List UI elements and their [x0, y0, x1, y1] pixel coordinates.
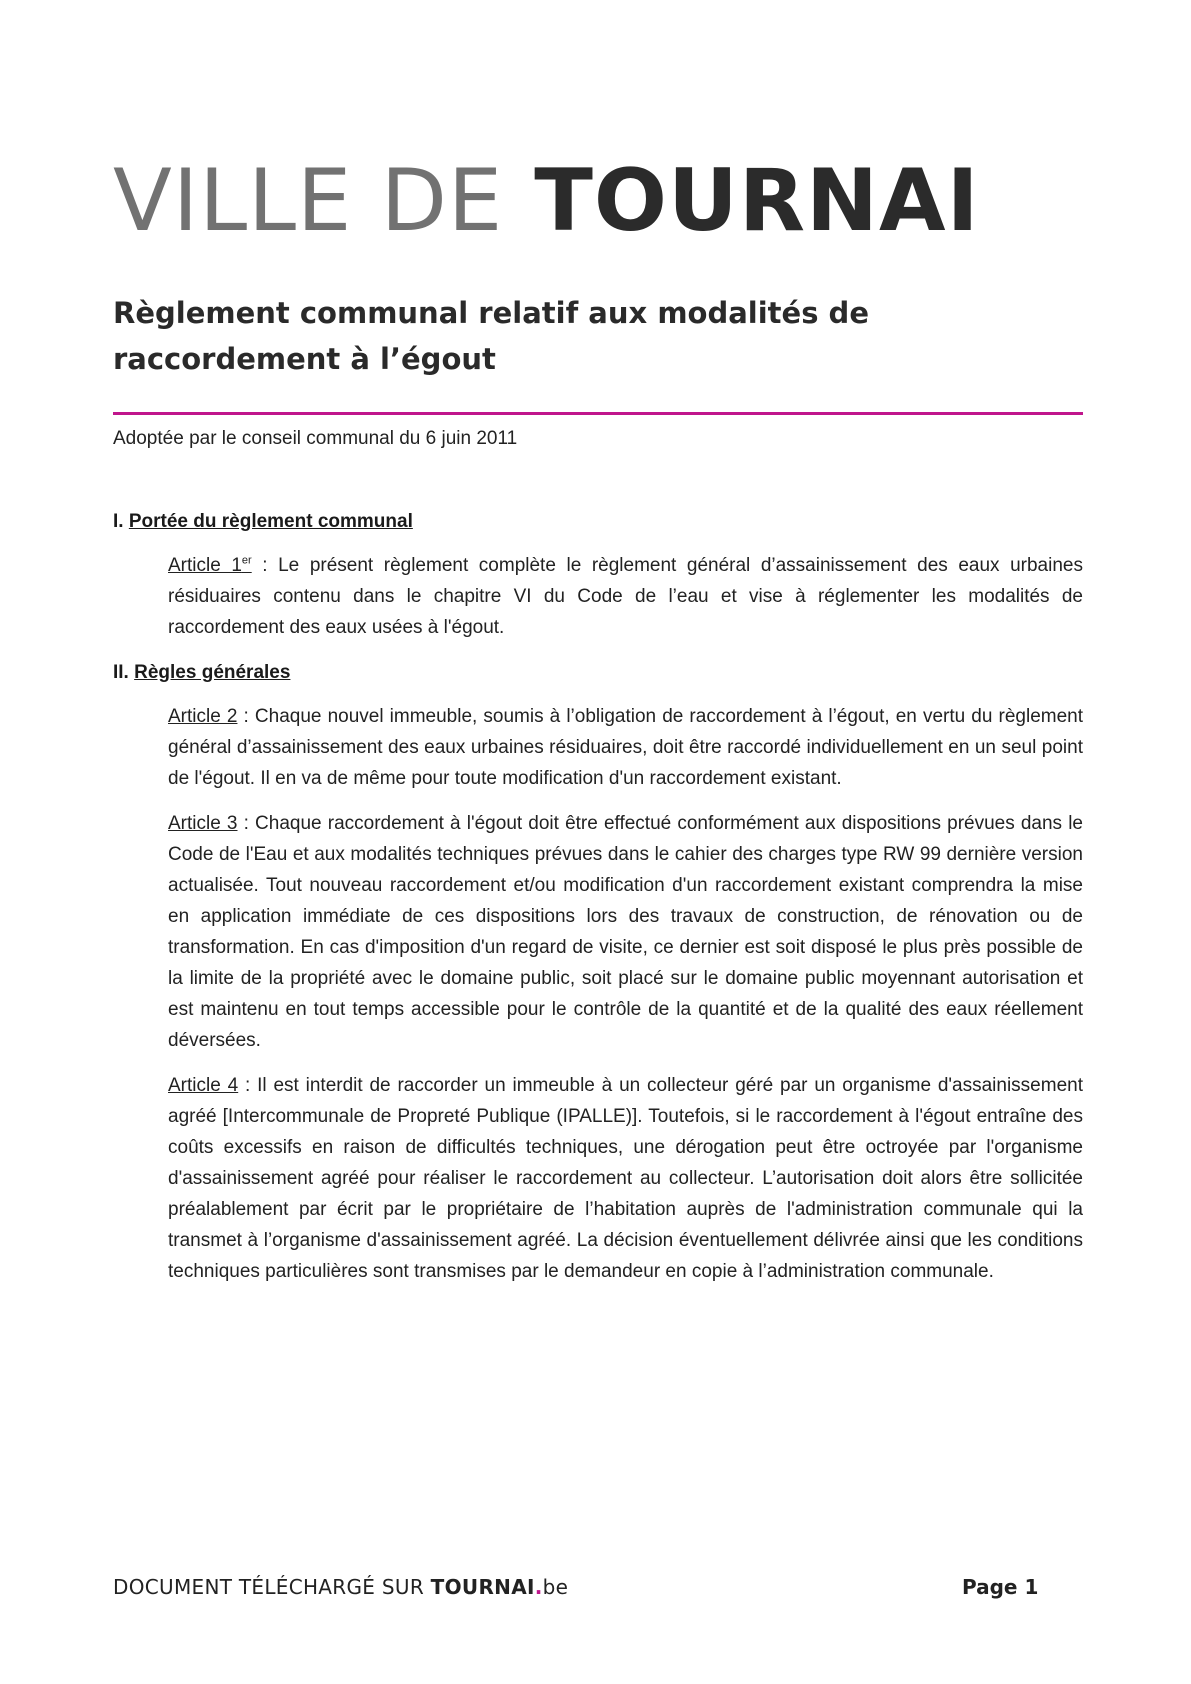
- article-label: Article 1er: [168, 554, 252, 576]
- article-label: Article 2: [168, 706, 238, 727]
- footer-source: [113, 1575, 568, 1599]
- title-divider: [113, 412, 1083, 415]
- article-label: Article 3: [168, 813, 238, 834]
- masthead-logo: [113, 151, 980, 251]
- section-heading: [113, 659, 1083, 687]
- masthead-bold: TOURNAI: [534, 151, 980, 251]
- masthead-light: VILLE DE: [113, 151, 504, 251]
- article-label: Article 4: [168, 1075, 239, 1096]
- article-text: : Il est interdit de raccorder un immeuble à un collecteur géré par un organisme d'assainissement agréé [Intercommunale de Propreté Publique (IPALLE)]. Toutefois, si le raccordement à l'égout entraîne des coûts excessifs en raison de difficultés techniques, une dérogation peut être octroyée par l'organisme d'assainissement agréé pour réaliser le raccordement au collecteur. L’autorisation doit alors être sollicitée préalablement par écrit par le propriétaire de l’habitation auprès de l'administration communale qui la transmet à l’organisme d'assainissement agréé. La décision éventuellement délivrée ainsi que les conditions techniques particulières sont transmises par le demandeur en copie à l’administration communale.: [168, 1075, 1083, 1282]
- article-2: [168, 701, 1083, 794]
- article-label-superscript: er: [241, 554, 252, 567]
- document-body: [113, 508, 1083, 1287]
- footer-brand: TOURNAI: [430, 1575, 535, 1599]
- article-3: [168, 808, 1083, 1056]
- section-number: II.: [113, 662, 129, 683]
- article-4: [168, 1070, 1083, 1287]
- article-text: : Chaque nouvel immeuble, soumis à l’obligation de raccordement à l’égout, en vertu du règlement général d’assainissement des eaux urbaines résiduaires, doit être raccordé individuellement en un seul point de l'égout. Il en va de même pour toute modification d'un raccordement existant.: [168, 706, 1083, 789]
- footer-suffix: be: [542, 1575, 569, 1599]
- article-text: : Chaque raccordement à l'égout doit être effectué conformément aux dispositions prévues dans le Code de l'Eau et aux modalités techniques prévues dans le cahier des charges type RW 99 dernière version actualisée. Tout nouveau raccordement et/ou modification d'un raccordement existant comprendra la mise en application immédiate de ces dispositions lors des travaux de construction, de rénovation ou de transformation. En cas d'imposition d'un regard de visite, ce dernier est soit disposé le plus près possible de la limite de la propriété avec le domaine public, soit placé sur le domaine public moyennant autorisation et est maintenu en tout temps accessible pour le contrôle de la quantité et de la qualité des eaux réellement déversées.: [168, 813, 1083, 1051]
- document-title: Règlement communal relatif aux modalités de raccordement à l’égout: [113, 296, 869, 376]
- page-number: Page 1: [962, 1575, 1039, 1599]
- article-1: [168, 550, 1083, 643]
- article-text: : Le présent règlement complète le règlement général d’assainissement des eaux urbaines résiduaires contenu dans le chapitre VI du Code de l’eau et vise à réglementer les modalités de raccordement des eaux usées à l'égout.: [168, 555, 1083, 638]
- section-heading: [113, 508, 1083, 536]
- section-title: Portée du règlement communal: [128, 511, 413, 532]
- section-number: I.: [113, 511, 124, 532]
- section-title: Règles générales: [134, 662, 291, 683]
- footer-prefix: DOCUMENT TÉLÉCHARGÉ SUR: [113, 1575, 431, 1599]
- adoption-date: Adoptée par le conseil communal du 6 juin 2011: [113, 428, 518, 449]
- footer-dot: .: [534, 1575, 543, 1599]
